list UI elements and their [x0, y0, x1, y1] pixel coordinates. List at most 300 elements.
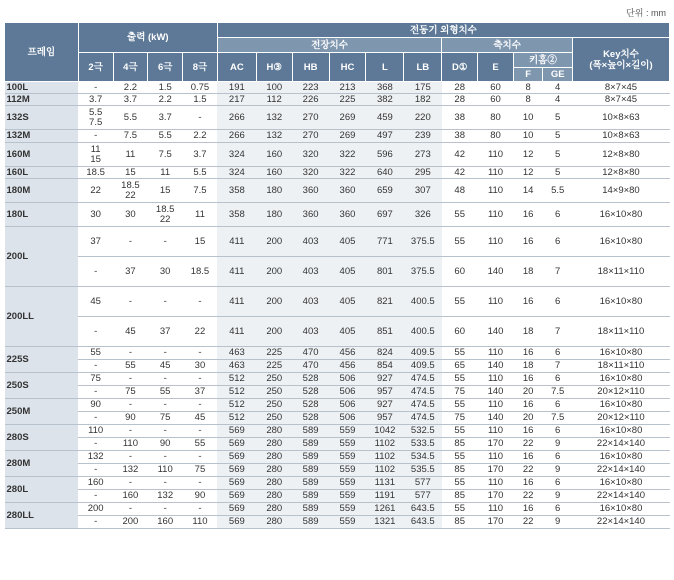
data-cell: 569 [217, 425, 256, 438]
table-row [5, 179, 670, 203]
data-cell: 589 [292, 503, 329, 516]
data-cell: 37 [113, 257, 148, 287]
data-cell: 16×10×80 [572, 425, 669, 438]
data-cell: 75 [148, 412, 183, 425]
header-key: Key치수 (폭×높이×길이) [572, 38, 669, 82]
data-cell: 180 [256, 203, 292, 227]
frame-cell: 132S [5, 106, 79, 130]
data-cell: 12 [513, 167, 543, 179]
data-cell: 30 [113, 203, 148, 227]
data-cell: 6 [543, 287, 573, 317]
data-cell: - [148, 477, 183, 490]
frame-cell: 250M [5, 399, 79, 425]
data-cell: 75 [113, 386, 148, 399]
data-cell: 200 [113, 516, 148, 529]
data-cell: 140 [478, 360, 514, 373]
table-row [5, 227, 670, 257]
table-row [5, 464, 670, 477]
data-cell: 266 [217, 106, 256, 130]
data-cell: 18 [513, 360, 543, 373]
data-cell: 409.5 [404, 360, 442, 373]
data-cell: 659 [366, 179, 404, 203]
data-cell: - [113, 347, 148, 360]
header-d: D① [442, 53, 478, 82]
data-cell: - [148, 373, 183, 386]
data-cell: - [78, 438, 113, 451]
data-cell: 358 [217, 179, 256, 203]
data-cell: 512 [217, 373, 256, 386]
frame-cell: 100L [5, 82, 79, 94]
data-cell: 55 [442, 425, 478, 438]
data-cell: 7.5 [543, 386, 573, 399]
data-cell: 7.5 [543, 412, 573, 425]
data-cell: 6 [543, 477, 573, 490]
data-cell: 589 [292, 438, 329, 451]
data-cell: 15 [183, 227, 218, 257]
data-cell: - [78, 317, 113, 347]
data-cell: 403 [292, 257, 329, 287]
data-cell: 110 [478, 347, 514, 360]
data-cell: - [148, 399, 183, 412]
data-cell: - [78, 82, 113, 94]
data-cell: 14×9×80 [572, 179, 669, 203]
data-cell: 528 [292, 399, 329, 412]
data-cell: 1261 [366, 503, 404, 516]
data-cell: 506 [329, 412, 366, 425]
data-cell: 160 [148, 516, 183, 529]
data-cell: 191 [217, 82, 256, 94]
table-row [5, 412, 670, 425]
data-cell: 3.7 [183, 143, 218, 167]
data-cell: 1321 [366, 516, 404, 529]
header-f: F [513, 68, 543, 82]
frame-cell: 280M [5, 451, 79, 477]
data-cell: 528 [292, 373, 329, 386]
data-cell: 559 [329, 516, 366, 529]
data-cell: 132 [148, 490, 183, 503]
data-cell: 559 [329, 490, 366, 503]
data-cell: 569 [217, 516, 256, 529]
data-cell: 324 [217, 143, 256, 167]
frame-cell: 112M [5, 94, 79, 106]
data-cell: 55 [442, 347, 478, 360]
data-cell: 589 [292, 464, 329, 477]
data-cell: 358 [217, 203, 256, 227]
data-cell: 16×10×80 [572, 373, 669, 386]
table-row [5, 451, 670, 464]
data-cell: 273 [404, 143, 442, 167]
data-cell: 360 [292, 179, 329, 203]
data-cell: 132 [78, 451, 113, 464]
data-cell: 322 [329, 143, 366, 167]
data-cell: - [113, 425, 148, 438]
data-cell: 9 [543, 438, 573, 451]
data-cell: 80 [478, 130, 514, 143]
header-motor-dims: 전동기 외형치수 [217, 23, 669, 38]
header-pole-8: 8극 [183, 53, 218, 82]
data-cell: 38 [442, 106, 478, 130]
table-row [5, 438, 670, 451]
data-cell: 18.5 22 [148, 203, 183, 227]
data-cell: 160 [78, 477, 113, 490]
unit-note: 단위 : mm [626, 8, 666, 18]
data-cell: 132 [113, 464, 148, 477]
frame-cell: 160L [5, 167, 79, 179]
data-cell: 180 [256, 179, 292, 203]
data-cell: 22 [183, 317, 218, 347]
data-cell: 697 [366, 203, 404, 227]
data-cell: 112 [256, 94, 292, 106]
data-cell: 75 [442, 386, 478, 399]
data-cell: 456 [329, 360, 366, 373]
data-cell: 55 [442, 203, 478, 227]
data-cell: 360 [292, 203, 329, 227]
data-cell: 280 [256, 438, 292, 451]
data-cell: 160 [256, 143, 292, 167]
data-cell: 10×8×63 [572, 106, 669, 130]
data-cell: - [113, 227, 148, 257]
data-cell: - [78, 386, 113, 399]
data-cell: 6 [543, 425, 573, 438]
data-cell: 1131 [366, 477, 404, 490]
data-cell: - [78, 516, 113, 529]
data-cell: 5.5 7.5 [78, 106, 113, 130]
data-cell: - [183, 425, 218, 438]
data-cell: 7.5 [113, 130, 148, 143]
data-cell: 45 [183, 412, 218, 425]
data-cell: 85 [442, 516, 478, 529]
data-cell: 200 [256, 317, 292, 347]
data-cell: 1102 [366, 451, 404, 464]
data-cell: 506 [329, 373, 366, 386]
data-cell: 48 [442, 179, 478, 203]
data-cell: 2.2 [113, 82, 148, 94]
data-cell: 170 [478, 438, 514, 451]
data-cell: 20 [513, 412, 543, 425]
data-cell: 110 [478, 399, 514, 412]
data-cell: 11 [148, 167, 183, 179]
data-cell: 22 [513, 516, 543, 529]
data-cell: 38 [442, 130, 478, 143]
data-cell: 60 [478, 82, 514, 94]
data-cell: 55 [442, 373, 478, 386]
data-cell: 15 [113, 167, 148, 179]
header-h: H③ [256, 53, 292, 82]
data-cell: 100 [256, 82, 292, 94]
data-cell: 200 [256, 257, 292, 287]
header-pole-4: 4극 [113, 53, 148, 82]
data-cell: 42 [442, 143, 478, 167]
data-cell: 1042 [366, 425, 404, 438]
header-output: 출력 (kW) [78, 23, 217, 53]
data-cell: - [78, 130, 113, 143]
data-cell: 360 [329, 179, 366, 203]
data-cell: 18.5 22 [113, 179, 148, 203]
data-cell: 1.5 [148, 82, 183, 94]
data-cell: 411 [217, 257, 256, 287]
data-cell: 16×10×80 [572, 399, 669, 412]
data-cell: 22×14×140 [572, 464, 669, 477]
data-cell: 375.5 [404, 257, 442, 287]
data-cell: 269 [329, 106, 366, 130]
data-cell: 771 [366, 227, 404, 257]
data-cell: 45 [78, 287, 113, 317]
data-cell: 589 [292, 477, 329, 490]
data-cell: 4 [543, 82, 573, 94]
table-row [5, 386, 670, 399]
data-cell: 589 [292, 425, 329, 438]
data-cell: - [78, 257, 113, 287]
data-cell: 85 [442, 464, 478, 477]
data-cell: 269 [329, 130, 366, 143]
data-cell: 851 [366, 317, 404, 347]
table-row [5, 490, 670, 503]
data-cell: 22 [513, 438, 543, 451]
data-cell: 110 [113, 438, 148, 451]
data-cell: 512 [217, 412, 256, 425]
data-cell: 320 [292, 167, 329, 179]
data-cell: 16 [513, 203, 543, 227]
data-cell: 10 [513, 130, 543, 143]
data-cell: 280 [256, 477, 292, 490]
frame-cell: 132M [5, 130, 79, 143]
data-cell: 16 [513, 227, 543, 257]
data-cell: - [183, 399, 218, 412]
data-cell: 643.5 [404, 516, 442, 529]
data-cell: 55 [113, 360, 148, 373]
data-cell: 85 [442, 490, 478, 503]
data-cell: 170 [478, 516, 514, 529]
data-cell: 16 [513, 347, 543, 360]
data-cell: 225 [256, 347, 292, 360]
data-cell: 20 [513, 386, 543, 399]
data-cell: 223 [292, 82, 329, 94]
data-cell: 132 [256, 130, 292, 143]
data-cell: 110 [478, 143, 514, 167]
data-cell: 534.5 [404, 451, 442, 464]
data-cell: 400.5 [404, 287, 442, 317]
table-row [5, 203, 670, 227]
data-cell: 4 [543, 94, 573, 106]
data-cell: 16×10×80 [572, 503, 669, 516]
table-row [5, 143, 670, 167]
data-cell: 7 [543, 257, 573, 287]
data-cell: 640 [366, 167, 404, 179]
header-e: E [478, 53, 514, 82]
data-cell: 12×8×80 [572, 143, 669, 167]
table-row [5, 257, 670, 287]
data-cell: 42 [442, 167, 478, 179]
data-cell: - [183, 503, 218, 516]
header-ge: GE [543, 68, 573, 82]
data-cell: 28 [442, 94, 478, 106]
data-cell: 9 [543, 464, 573, 477]
data-cell: 10 [513, 106, 543, 130]
data-cell: 559 [329, 438, 366, 451]
data-cell: 75 [442, 412, 478, 425]
header-hb: HB [292, 53, 329, 82]
data-cell: 533.5 [404, 438, 442, 451]
data-cell: 270 [292, 130, 329, 143]
data-cell: 55 [148, 386, 183, 399]
data-cell: 37 [183, 386, 218, 399]
header-frame: 프레임 [5, 23, 79, 82]
data-cell: 8 [513, 94, 543, 106]
header-installation: 전장치수 [217, 38, 441, 53]
data-cell: 16×10×80 [572, 477, 669, 490]
data-cell: 60 [442, 257, 478, 287]
data-cell: 368 [366, 82, 404, 94]
data-cell: 411 [217, 317, 256, 347]
data-cell: - [113, 451, 148, 464]
data-cell: 596 [366, 143, 404, 167]
data-cell: 5.5 [113, 106, 148, 130]
data-cell: 589 [292, 516, 329, 529]
data-cell: 60 [442, 317, 478, 347]
data-cell: 1102 [366, 464, 404, 477]
data-cell: 110 [148, 464, 183, 477]
motor-dimension-table [4, 22, 670, 529]
frame-cell: 200L [5, 227, 79, 287]
data-cell: 589 [292, 490, 329, 503]
data-cell: 200 [256, 287, 292, 317]
data-cell: 160 [113, 490, 148, 503]
data-cell: 200 [256, 227, 292, 257]
table-row [5, 516, 670, 529]
data-cell: 110 [478, 227, 514, 257]
data-cell: 512 [217, 399, 256, 412]
data-cell: 226 [292, 94, 329, 106]
data-cell: 559 [329, 451, 366, 464]
data-cell: - [148, 503, 183, 516]
data-cell: 18.5 [183, 257, 218, 287]
data-cell: - [113, 373, 148, 386]
data-cell: 45 [113, 317, 148, 347]
data-cell: 37 [148, 317, 183, 347]
data-cell: 957 [366, 412, 404, 425]
data-cell: 6 [543, 503, 573, 516]
data-cell: 280 [256, 516, 292, 529]
data-cell: 569 [217, 438, 256, 451]
data-cell: 217 [217, 94, 256, 106]
data-cell: 140 [478, 257, 514, 287]
data-cell: 589 [292, 451, 329, 464]
frame-cell: 250S [5, 373, 79, 399]
data-cell: 569 [217, 464, 256, 477]
data-cell: 22×14×140 [572, 516, 669, 529]
data-cell: 45 [148, 360, 183, 373]
data-cell: 10×8×63 [572, 130, 669, 143]
data-cell: 18 [513, 317, 543, 347]
data-cell: 22×14×140 [572, 490, 669, 503]
data-cell: 528 [292, 386, 329, 399]
header-l: L [366, 53, 404, 82]
table-row [5, 82, 670, 94]
data-cell: 75 [183, 464, 218, 477]
data-cell: 3.7 [113, 94, 148, 106]
data-cell: 60 [478, 94, 514, 106]
data-cell: 5 [543, 130, 573, 143]
data-cell: 320 [292, 143, 329, 167]
data-cell: 382 [366, 94, 404, 106]
data-cell: - [113, 287, 148, 317]
data-cell: 8×7×45 [572, 94, 669, 106]
data-cell: - [183, 347, 218, 360]
data-cell: - [78, 464, 113, 477]
data-cell: 405 [329, 257, 366, 287]
frame-cell: 225S [5, 347, 79, 373]
data-cell: 6 [543, 399, 573, 412]
table-row [5, 94, 670, 106]
data-cell: 400.5 [404, 317, 442, 347]
data-cell: 559 [329, 425, 366, 438]
data-cell: 22 [78, 179, 113, 203]
data-cell: - [78, 412, 113, 425]
data-cell: 532.5 [404, 425, 442, 438]
data-cell: 250 [256, 399, 292, 412]
data-cell: 1.5 [183, 94, 218, 106]
data-cell: 55 [442, 451, 478, 464]
data-cell: - [183, 451, 218, 464]
data-cell: 16 [513, 399, 543, 412]
data-cell: 470 [292, 360, 329, 373]
data-cell: 160 [256, 167, 292, 179]
table-row [5, 425, 670, 438]
data-cell: - [183, 287, 218, 317]
data-cell: 326 [404, 203, 442, 227]
data-cell: 55 [442, 399, 478, 412]
data-cell: 474.5 [404, 399, 442, 412]
table-row [5, 317, 670, 347]
table-row [5, 167, 670, 179]
data-cell: 110 [478, 425, 514, 438]
data-cell: 6 [543, 203, 573, 227]
data-cell: 55 [78, 347, 113, 360]
data-cell: 16 [513, 373, 543, 386]
header-hc: HC [329, 53, 366, 82]
data-cell: - [148, 347, 183, 360]
data-cell: 403 [292, 317, 329, 347]
data-cell: - [148, 425, 183, 438]
data-cell: 170 [478, 490, 514, 503]
data-cell: 55 [442, 287, 478, 317]
data-cell: 295 [404, 167, 442, 179]
data-cell: 307 [404, 179, 442, 203]
data-cell: 463 [217, 347, 256, 360]
data-cell: 55 [442, 503, 478, 516]
data-cell: 411 [217, 287, 256, 317]
data-cell: 22×14×140 [572, 438, 669, 451]
header-shaft: 축치수 [442, 38, 573, 53]
data-cell: 0.75 [183, 82, 218, 94]
data-cell: 18.5 [78, 167, 113, 179]
data-cell: 18×11×110 [572, 257, 669, 287]
data-cell: 5 [543, 167, 573, 179]
data-cell: 140 [478, 412, 514, 425]
data-cell: - [183, 477, 218, 490]
data-cell: 75 [78, 373, 113, 386]
data-cell: 322 [329, 167, 366, 179]
data-cell: 2.2 [183, 130, 218, 143]
data-cell: 8 [513, 82, 543, 94]
data-cell: 474.5 [404, 373, 442, 386]
data-cell: 6 [543, 227, 573, 257]
data-cell: 474.5 [404, 412, 442, 425]
data-cell: 8×7×45 [572, 82, 669, 94]
table-row [5, 130, 670, 143]
data-cell: 409.5 [404, 347, 442, 360]
data-cell: 30 [148, 257, 183, 287]
